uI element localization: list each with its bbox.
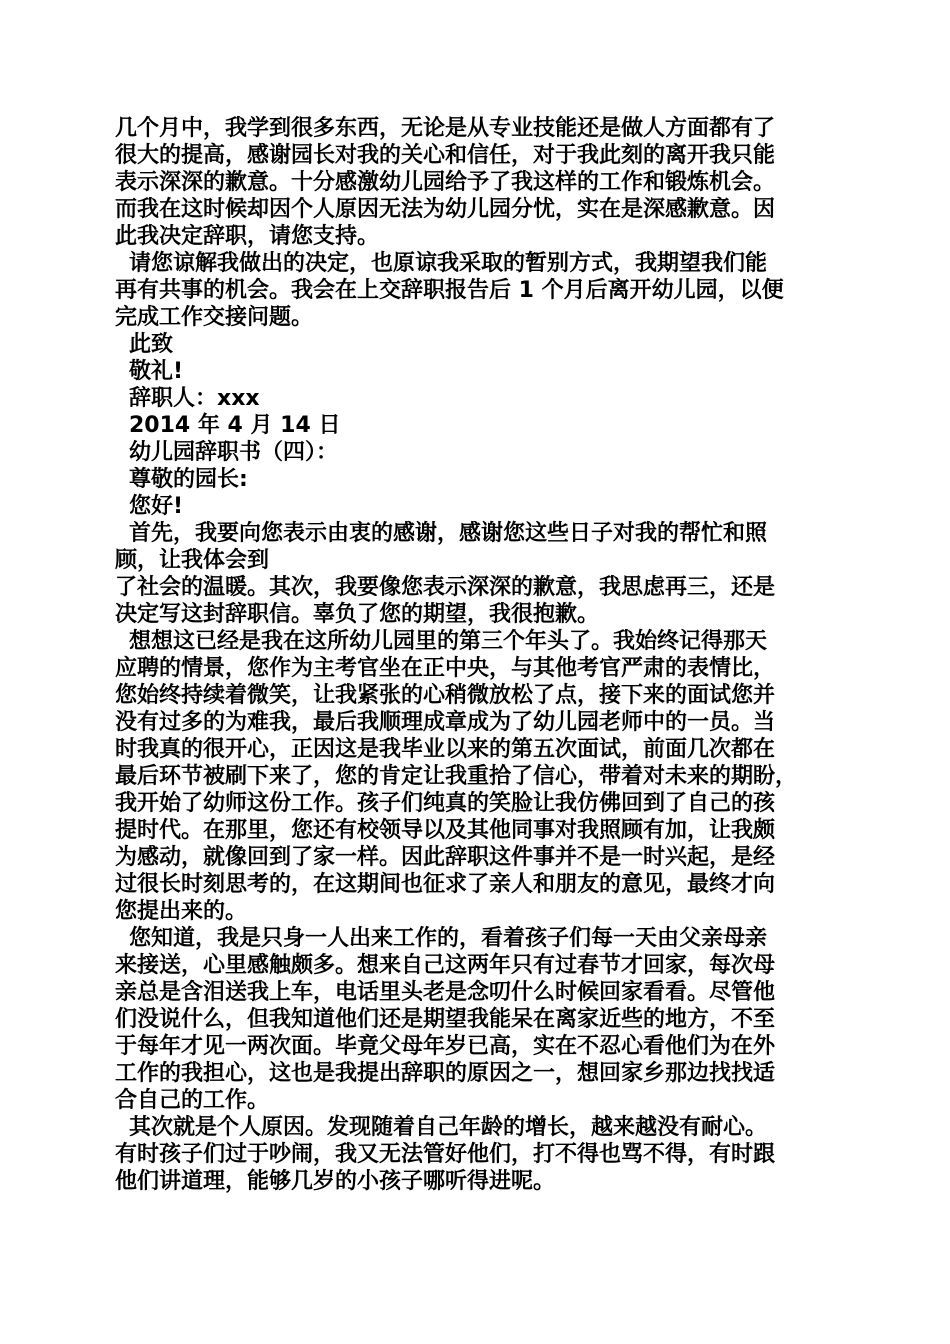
greeting-addressee: 尊敬的园长: — [129, 467, 248, 492]
signature-line: 辞职人：xxx — [129, 386, 260, 411]
text-line: 我开始了幼师这份工作。孩子们纯真的笑脸让我仿佛回到了自己的孩 — [115, 791, 776, 816]
greeting: 您好! — [129, 494, 184, 519]
text-line: 首先，我要向您表示由衷的感谢，感谢您这些日子对我的帮忙和照 — [129, 521, 768, 546]
text-line: 了社会的温暖。其次，我要像您表示深深的歉意，我思虑再三，还是 — [115, 575, 776, 600]
text-line: 他们讲道理，能够几岁的小孩子哪听得进呢。 — [115, 1169, 556, 1194]
closing-regards: 敬礼! — [129, 359, 184, 384]
text-line: 请您谅解我做出的决定，也原谅我采取的暂别方式，我期望我们能 — [129, 251, 768, 276]
text-line: 完成工作交接问题。 — [115, 305, 314, 330]
text-line: 您始终持续着微笑，让我紧张的心稍微放松了点，接下来的面试您并 — [115, 683, 776, 708]
letter-body — [115, 115, 845, 1195]
text-line: 过很长时刻思考的，在这期间也征求了亲人和朋友的意见，最终才向 — [115, 872, 776, 897]
text-line: 们没说什么，但我知道他们还是期望我能呆在离家近些的地方，不至 — [115, 1007, 776, 1032]
text-line: 为感动，就像回到了家一样。因此辞职这件事并不是一时兴起，是经 — [115, 845, 776, 870]
text-line: 没有过多的为难我，最后我顺理成章成为了幼儿园老师中的一员。当 — [115, 710, 776, 735]
text-line: 而我在这时候却因个人原因无法为幼儿园分忧，实在是深感歉意。因 — [115, 197, 776, 222]
text-line: 顾，让我体会到 — [115, 548, 270, 573]
text-line: 亲总是含泪送我上车，电话里头老是念叨什么时候回家看看。尽管他 — [115, 980, 776, 1005]
text-line: 您知道，我是只身一人出来工作的，看着孩子们每一天由父亲母亲 — [129, 926, 768, 951]
text-line: 合自己的工作。 — [115, 1088, 270, 1113]
text-line: 想想这已经是我在这所幼儿园里的第三个年头了。我始终记得那天 — [129, 629, 768, 654]
text-line: 来接送，心里感触颇多。想来自己这两年只有过春节才回家，每次母 — [115, 953, 776, 978]
text-line: 再有共事的机会。我会在上交辞职报告后 1 个月后离开幼儿园，以便 — [115, 278, 784, 303]
date-line: 2014 年 4 月 14 日 — [129, 413, 341, 438]
text-line: 最后环节被刷下来了，您的肯定让我重拾了信心，带着对未来的期盼， — [115, 764, 798, 789]
text-line: 此我决定辞职，请您支持。 — [115, 224, 380, 249]
section-heading: 幼儿园辞职书（四）： — [129, 440, 339, 465]
text-line: 提时代。在那里，您还有校领导以及其他同事对我照顾有加，让我颇 — [115, 818, 776, 843]
text-line: 应聘的情景，您作为主考官坐在正中央，与其他考官严肃的表情比， — [115, 656, 776, 681]
text-line: 决定写这封辞职信。辜负了您的期望，我很抱歉。 — [115, 602, 600, 627]
text-line: 您提出来的。 — [115, 899, 248, 924]
text-line: 于每年才见一两次面。毕竟父母年岁已高，实在不忍心看他们为在外 — [115, 1034, 776, 1059]
text-line: 工作的我担心，这也是我提出辞职的原因之一，想回家乡那边找找适 — [115, 1061, 776, 1086]
text-line: 时我真的很开心，正因这是我毕业以来的第五次面试，前面几次都在 — [115, 737, 776, 762]
text-line: 几个月中，我学到很多东西，无论是从专业技能还是做人方面都有了 — [115, 116, 776, 141]
text-line: 其次就是个人原因。发现随着自己年龄的增长，越来越没有耐心。 — [129, 1115, 768, 1140]
text-line: 表示深深的歉意。十分感激幼儿园给予了我这样的工作和锻炼机会。 — [115, 170, 776, 195]
text-line: 有时孩子们过于吵闹，我又无法管好他们，打不得也骂不得，有时跟 — [115, 1142, 776, 1167]
closing-salutation: 此致 — [129, 332, 174, 357]
text-line: 很大的提高，感谢园长对我的关心和信任，对于我此刻的离开我只能 — [115, 143, 776, 168]
